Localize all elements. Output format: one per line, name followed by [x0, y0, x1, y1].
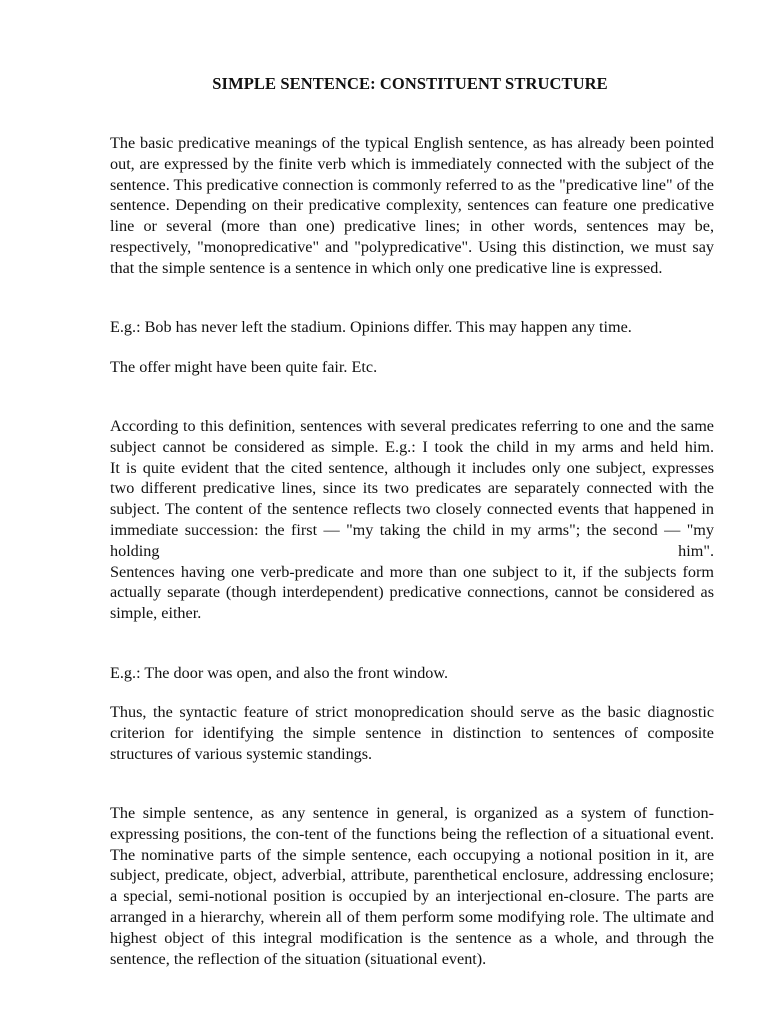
paragraph-monopredication-criterion: Thus, the syntactic feature of strict monopredication should serve as the basic diagnostic criterion for identifying the simple sentence in distinction to sentences of composite structures of various systemic standings. [110, 703, 714, 763]
example-sentences-1: E.g.: Bob has never left the stadium. Opinions differ. This may happen any time. [110, 318, 632, 336]
paragraph-definition-consequences [110, 416, 714, 624]
paragraph-predicative-meanings: The basic predicative meanings of the typical English sentence, as has already been pointed out, are expressed by the finite verb which is immediately connected with the subject of the sentence. This predicative connection is commonly referred to as the "predicative line" of the sentence. Depending on their predicative complexity, sentences can feature one predicative line or several (more than one) predicative lines; in other words, sentences may be, respectively, "monopredicative" and "polypredicative". Using this distinction, we must say that the simple sentence is a sentence in which only one predicative line is expressed. [110, 134, 714, 277]
example-sentences-2: The offer might have been quite fair. Etc. [110, 358, 378, 376]
page-title: SIMPLE SENTENCE: CONSTITUENT STRUCTURE [212, 74, 608, 93]
paragraph-definition-part-2: It is quite evident that the cited sentence, although it includes only one subject, expresses two different predicative lines, since its two predicates are separately connected with the subject. The content of the sentence reflects two closely connected events that happened in immediate succession: the first — "my taking the child in my arms"; the second — "my holding him". [110, 458, 714, 560]
paragraph-definition-part-1: According to this definition, sentences with several predicates referring to one and the same subject cannot be considered as simple. E.g.: I took the child in my arms and held him. [110, 417, 714, 456]
paragraph-definition-part-3: Sentences having one verb-predicate and more than one subject to it, if the subjects form actually separate (though interdependent) predicative connections, cannot be considered as simple, either. [110, 562, 714, 623]
example-sentences-3: E.g.: The door was open, and also the front window. [110, 664, 449, 682]
paragraph-simple-sentence-organization: The simple sentence, as any sentence in general, is organized as a system of function-expressing positions, the con-tent of the functions being the reflection of a situational event. The nominative parts of the simple sentence, each occupying a notional position in it, are subject, predicate, object, adverbial, attribute, parenthetical enclosure, addressing enclosure; a special, semi-notional position is occupied by an interjectional en-closure. The parts are arranged in a hierarchy, wherein all of them perform some modifying role. The ultimate and highest object of this integral modification is the sentence as a whole, and through the sentence, the reflection of the situation (situational event). [110, 804, 714, 968]
